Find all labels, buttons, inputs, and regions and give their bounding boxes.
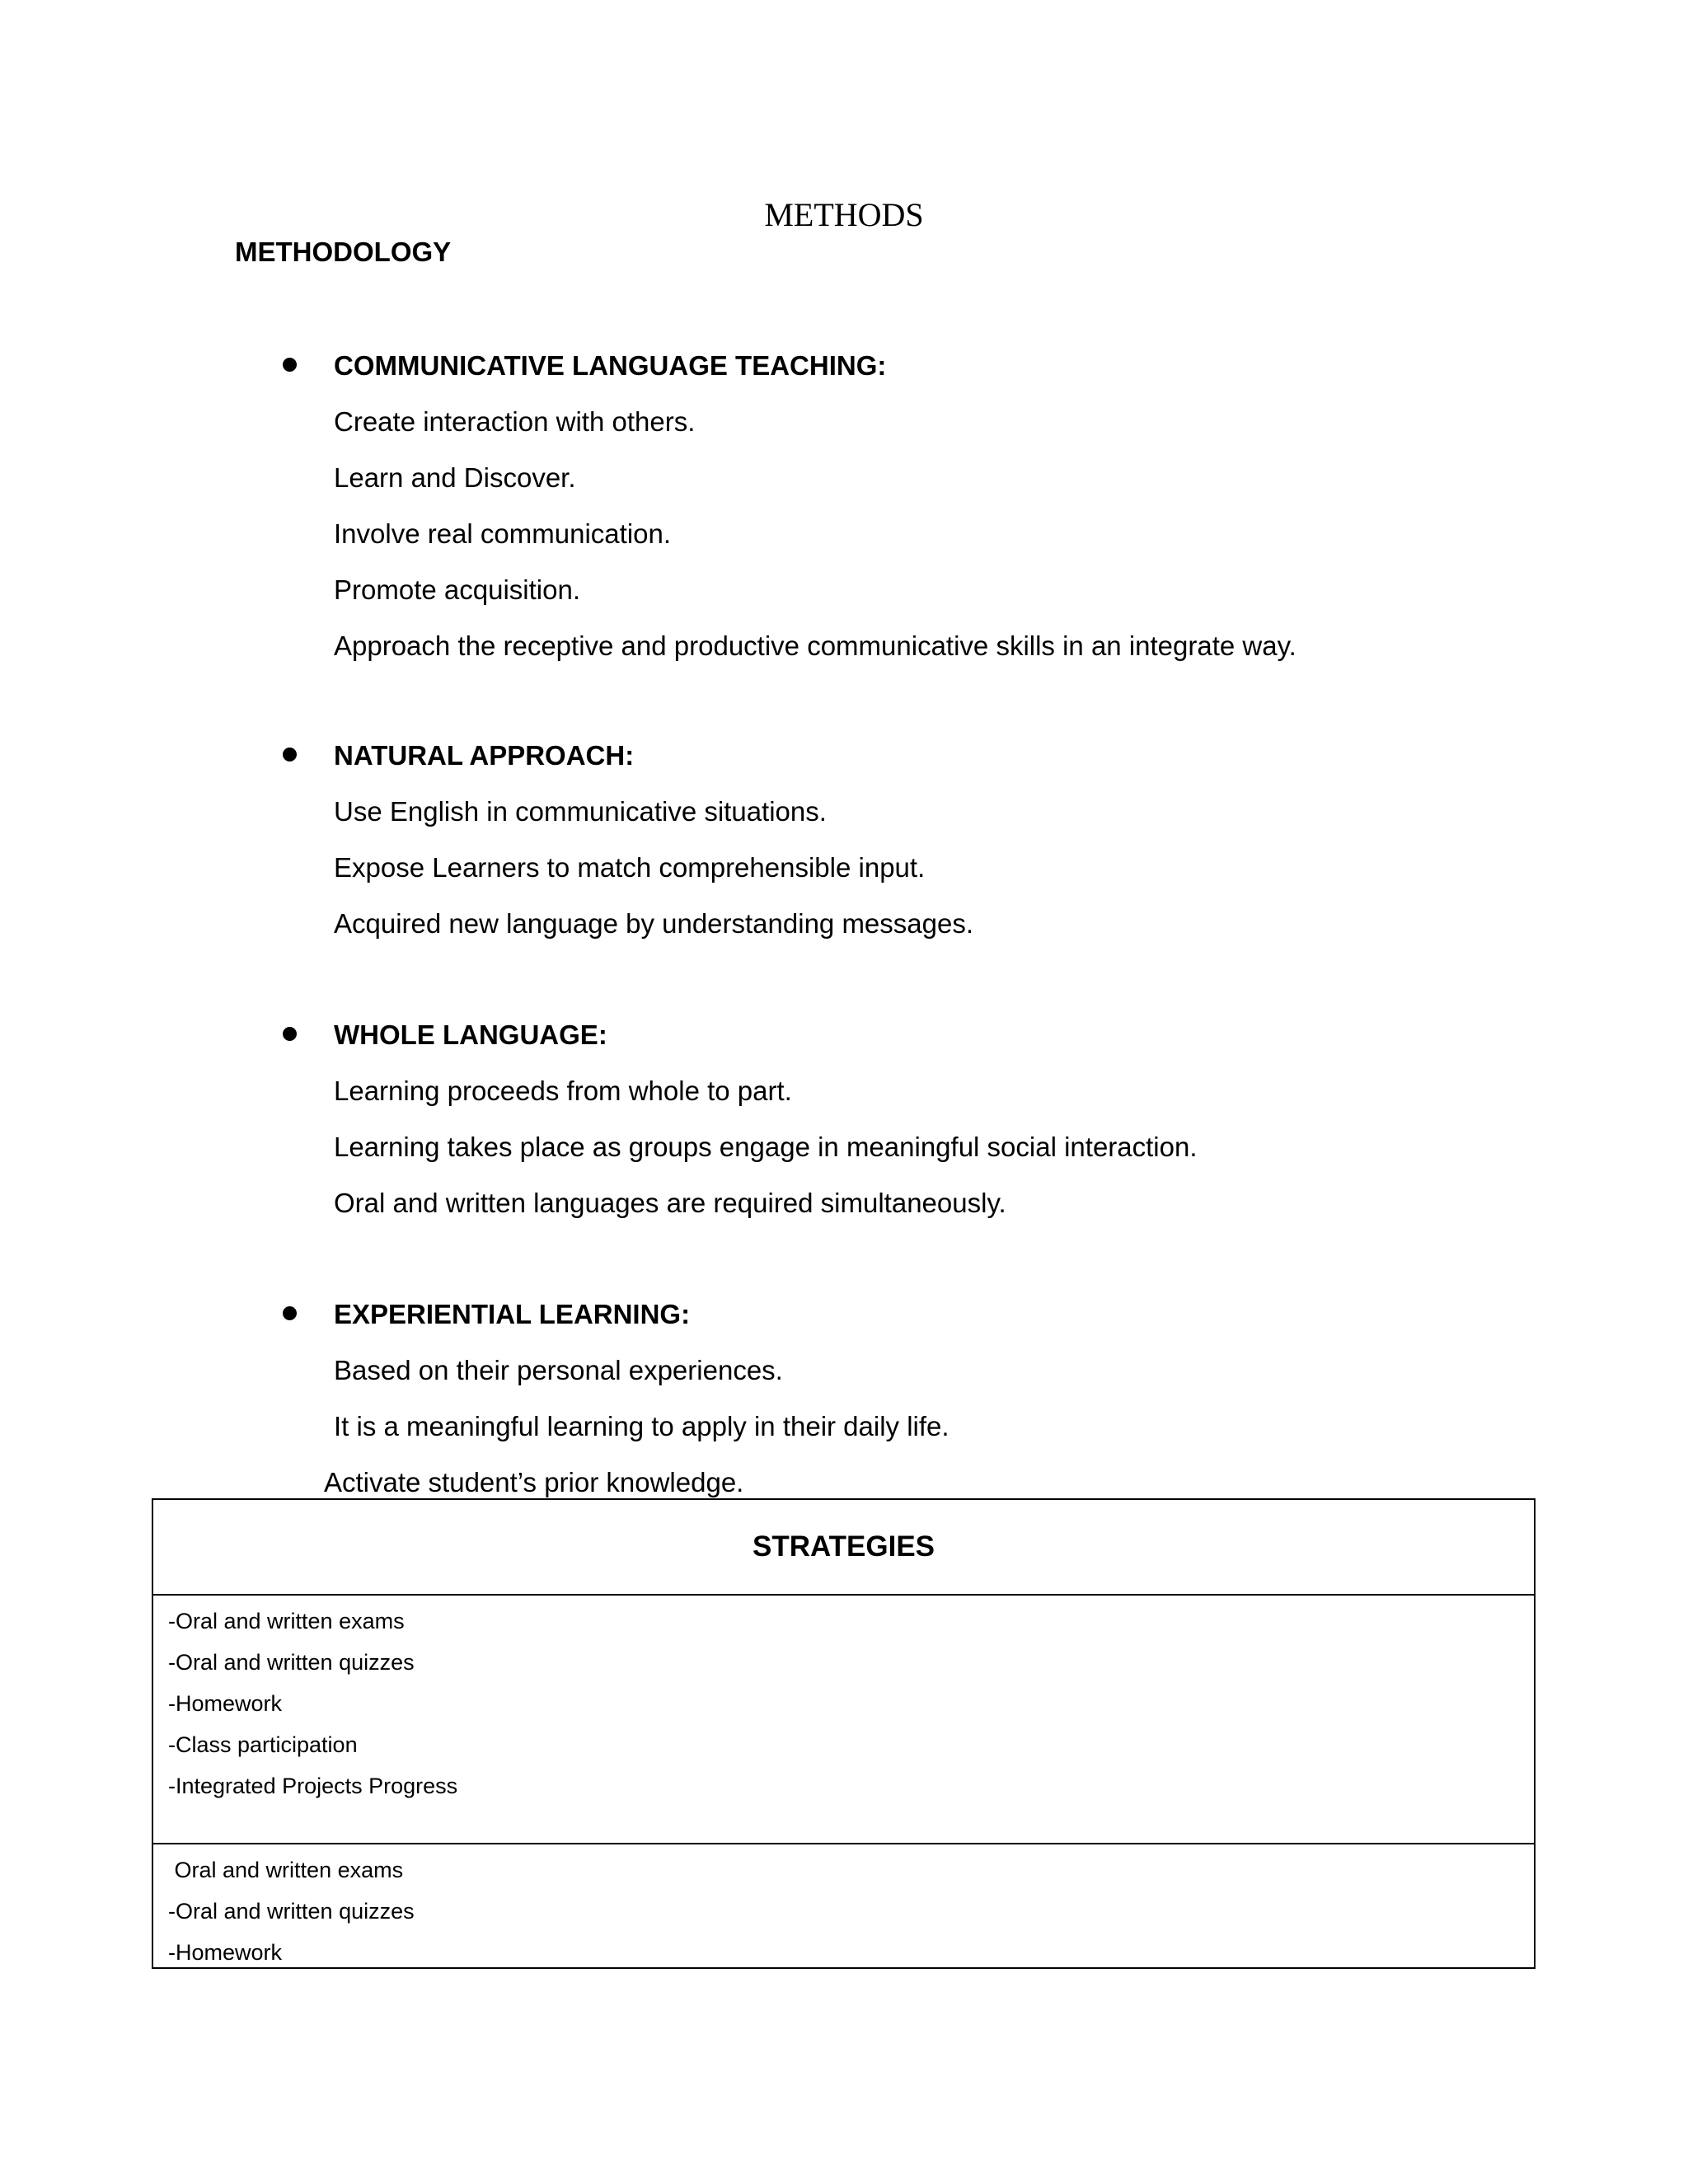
strategies-header: STRATEGIES [153,1500,1534,1596]
section-line: Create interaction with others. [334,406,696,437]
page-title: METHODS [764,196,924,233]
section-line: Based on their personal experiences. [334,1355,783,1385]
strategies-cell [153,1596,1534,1844]
bullet-icon [283,728,299,784]
section-line: Involve real communication. [334,518,672,549]
strategy-item: -Class participation [168,1732,358,1757]
section-title: EXPERIENTIAL LEARNING: [334,1299,691,1329]
section-title: NATURAL APPROACH: [334,740,635,771]
section-line: Learning takes place as groups engage in meaningful social interaction. [334,1132,1198,1162]
bullet-icon [283,1286,299,1343]
section-line: Expose Learners to match comprehensible input. [334,852,926,883]
section-title: WHOLE LANGUAGE: [334,1019,607,1050]
section-whole-language [283,1007,1568,1231]
section-line: Learning proceeds from whole to part. [334,1076,792,1106]
section-line: Acquired new language by understanding messages. [334,908,974,939]
section-line: Learn and Discover. [334,462,576,493]
bullet-icon [283,1007,299,1063]
strategy-item: -Homework [168,1940,283,1965]
section-line: Use English in communicative situations. [334,796,827,827]
strategies-cell [153,1844,1534,1967]
strategy-item: Oral and written exams [168,1858,404,1882]
section-line: Approach the receptive and productive communicative skills in an integrate way. [334,630,1296,661]
bullet-icon [283,338,299,394]
section-line: It is a meaningful learning to apply in their daily life. [334,1411,950,1441]
section-line: Activate student’s prior knowledge. [324,1467,744,1497]
section-communicative-language-teaching [283,338,1568,674]
strategy-item: -Homework [168,1691,283,1716]
section-natural-approach [283,728,1568,952]
strategy-item: -Oral and written quizzes [168,1899,415,1924]
strategies-table [152,1498,1536,1969]
section-title: COMMUNICATIVE LANGUAGE TEACHING: [334,350,887,381]
section-line: Promote acquisition. [334,574,580,605]
methodology-heading: METHODOLOGY [235,237,452,267]
strategy-item: -Oral and written quizzes [168,1650,415,1675]
strategy-item: -Oral and written exams [168,1609,405,1633]
section-experiential-learning [283,1286,1568,1511]
strategy-item: -Integrated Projects Progress [168,1774,458,1798]
section-line: Oral and written languages are required simultaneously. [334,1188,1006,1218]
